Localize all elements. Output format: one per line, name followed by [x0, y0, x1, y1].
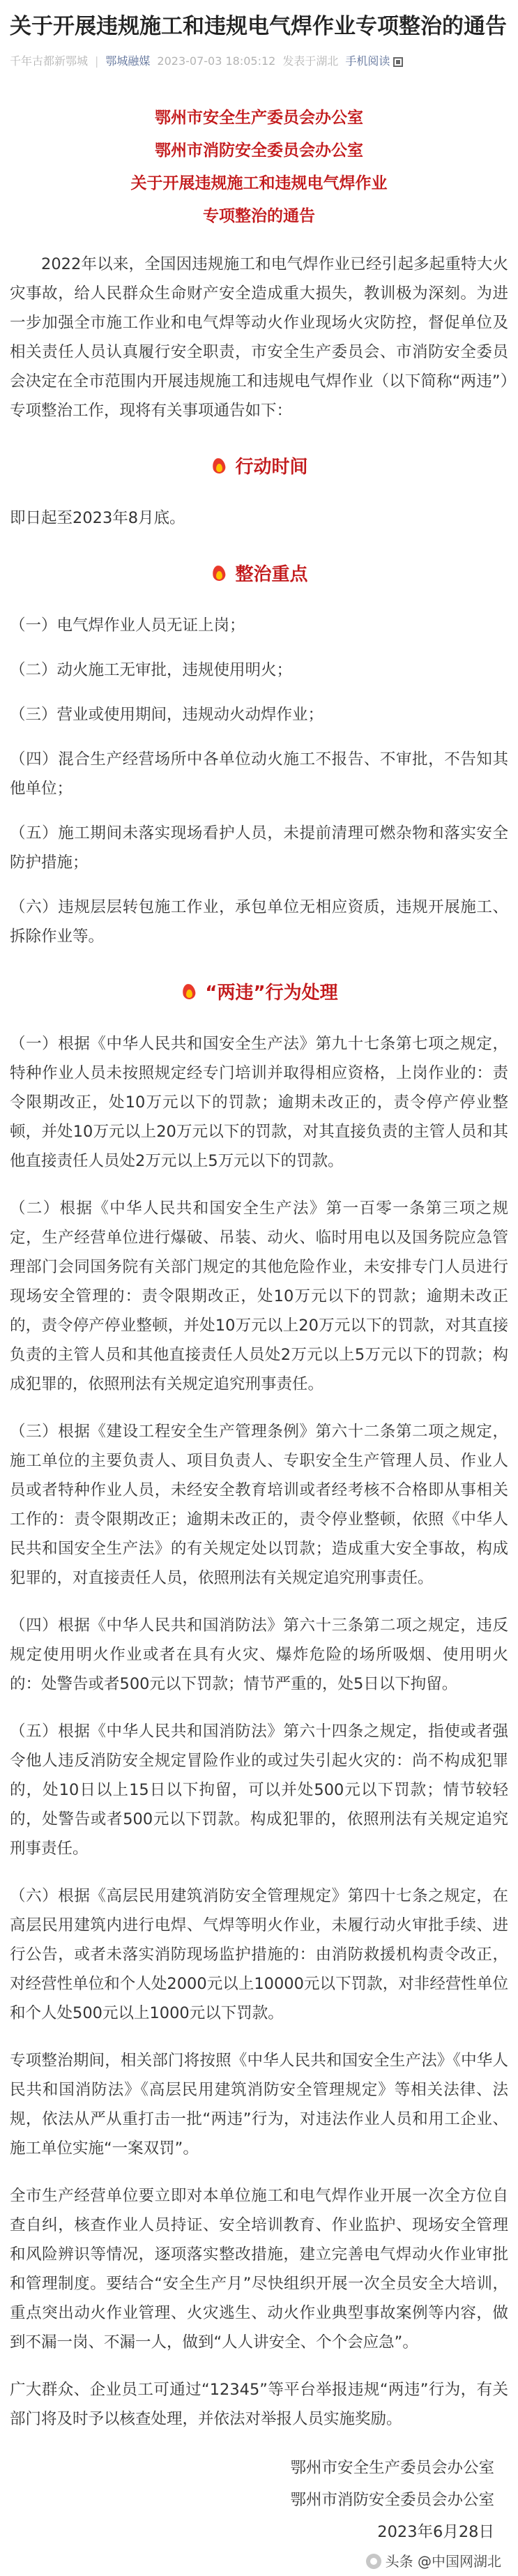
focus-item: （五）施工期间未落实现场看护人员，未提前清理可燃杂物和落实安全防护措施； — [10, 824, 508, 872]
penalty-clause: （一）根据《中华人民共和国安全生产法》第九十七条第七项之规定，特种作业人员未按照规定经专门培训并取得相应资格，上岗作业的：责令限期改正，处10万元以下的罚款；逾期未改正的，责令停产停业整顿，并处10万元以上20万元以下的罚款，对其直接负责的主管人员和其他直接责任人员处2万元以上5万元以下的罚款。 — [10, 1035, 508, 1170]
read-on-phone-link[interactable] — [345, 52, 403, 71]
meta-source: 千年古都新鄂城 — [10, 54, 89, 68]
flame-icon — [210, 457, 228, 478]
penalty-clause: （四）根据《中华人民共和国消防法》第六十三条第二项之规定，违反规定使用明火作业或者在具有火灾、爆炸危险的场所吸烟、使用明火的：处警告或者500元以下罚款；情节严重的，处5日以下拘留。 — [10, 1616, 508, 1693]
heading-line-2: 鄂州市消防安全委员会办公室 — [155, 142, 363, 160]
meta-datetime: 2023-07-03 18:05:12 — [157, 54, 276, 68]
watermark-text: 头条 @中国网湖北 — [385, 2553, 501, 2570]
intro-paragraph: 2022年以来，全国因违规施工和电气焊作业已经引起多起重特大火灾事故，给人民群众生命财产安全造成重大损失，教训极为深刻。为进一步加强全市施工作业和电气焊等动火作业现场火灾防控，督促单位及相关责任人员认真履行安全职责，市安全生产委员会、市消防安全委员会决定在全市范围内开展违规施工和违规电气焊作业（以下简称“两违”）专项整治工作，现将有关事项通告如下： — [10, 255, 508, 420]
penalty-clause: （五）根据《中华人民共和国消防法》第六十四条之规定，指使或者强令他人违反消防安全规定冒险作业的或过失引起火灾的：尚不构成犯罪的，处10日以上15日以下拘留，可以并处500元以下罚款；情节较轻的，处警告或者500元以下罚款。构成犯罪的，依照刑法有关规定追究刑事责任。 — [10, 1722, 508, 1858]
focus-item: （二）动火施工无审批，违规使用明火； — [10, 661, 293, 679]
heading-line-3: 关于开展违规施工和违规电气焊作业 — [130, 174, 388, 192]
signature-org-1: 鄂州市安全生产委员会办公室 — [290, 2459, 494, 2477]
penalty-clause: （二）根据《中华人民共和国安全生产法》第一百零一条第三项之规定，生产经营单位进行爆破、吊装、动火、临时用电以及国务院应急管理部门会同国务院有关部门规定的其他危险作业，未安排专门人员进行现场安全管理的：责令限期改正，处10万元以下的罚款；逾期未改正的，责令停产停业整顿，并处10万元以上20万元以下的罚款，对其直接负责的主管人员和其他直接责任人员处2万元以上5万元以下的罚款；构成犯罪的，依照刑法有关规定追究刑事责任。 — [10, 1199, 508, 1393]
focus-item: （六）违规层层转包施工作业，承包单位无相应资质，违规开展施工、拆除作业等。 — [10, 898, 508, 946]
penalty-clause: （三）根据《建设工程安全生产管理条例》第六十二条第二项之规定，施工单位的主要负责人、项目负责人、专职安全生产管理人员、作业人员或者特种作业人员，未经安全教育培训或者经考核不合格即从事相关工作的：责令限期改正；逾期未改正的，责令停业整顿，依照《中华人民共和国安全生产法》的有关规定处以罚款；造成重大安全事故，构成犯罪的，对直接责任人员，依照刑法有关规定追究刑事责任。 — [10, 1423, 508, 1587]
heading-line-4: 专项整治的通告 — [203, 207, 315, 225]
watermark — [366, 2551, 501, 2572]
section-title-focus-text: 整治重点 — [235, 564, 308, 585]
focus-item: （四）混合生产经营场所中各单位动火施工不报告、不审批，不告知其他单位； — [10, 750, 508, 798]
read-on-phone-label: 手机阅读 — [345, 54, 390, 68]
time-paragraph: 即日起至2023年8月底。 — [10, 509, 185, 527]
notice-heading — [10, 74, 508, 233]
toutiao-logo-icon — [366, 2554, 381, 2569]
signature-org-2: 鄂州市消防安全委员会办公室 — [290, 2491, 494, 2509]
meta-location: 发表于湖北 — [282, 54, 339, 68]
focus-item: （一）电气焊作业人员无证上岗； — [10, 616, 245, 635]
signature-date: 2023年6月28日 — [377, 2523, 494, 2541]
section-title-time-text: 行动时间 — [235, 457, 308, 478]
section-title-time — [10, 446, 508, 488]
section-title-focus — [10, 554, 508, 596]
closing-paragraph: 专项整治期间，相关部门将按照《中华人民共和国安全生产法》《中华人民共和国消防法》《高层民用建筑消防安全管理规定》等相关法律、法规，依法从严从重打击一批“两违”行为，对违法作业人员和用工企业、施工单位实施“一案双罚”。 — [10, 2052, 508, 2158]
meta-divider: | — [95, 54, 99, 68]
focus-item: （三）营业或使用期间，违规动火动焊作业； — [10, 706, 324, 724]
section-title-penalty — [10, 972, 508, 1014]
penalty-clause: （六）根据《高层民用建筑消防安全管理规定》第四十七条之规定，在高层民用建筑内进行电焊、气焊等明火作业，未履行动火审批手续、进行公告，或者未落实消防现场监护措施的：由消防救援机构责令改正，对经营性单位和个人处2000元以上10000元以下罚款，对非经营性单位和个人处500元以上1000元以下罚款。 — [10, 1887, 508, 2022]
closing-paragraph: 广大群众、企业员工可通过“12345”等平台举报违规“两违”行为，有关部门将及时予以核查处理，并依法对举报人员实施奖励。 — [10, 2381, 508, 2428]
meta-author-link[interactable]: 鄂城融媒 — [105, 54, 151, 68]
flame-icon — [180, 983, 198, 1003]
section-title-penalty-text: “两违”行为处理 — [205, 983, 338, 1003]
qr-code-icon — [393, 57, 403, 67]
flame-icon — [210, 564, 228, 585]
heading-line-1: 鄂州市安全生产委员会办公室 — [155, 109, 363, 127]
article-meta — [10, 43, 508, 74]
closing-paragraph: 全市生产经营单位要立即对本单位施工和电气焊作业开展一次全方位自查自纠，核查作业人员持证、安全培训教育、作业监护、现场安全管理和风险辨识等情况，逐项落实整改措施，建立完善电气焊动火作业审批和管理制度。要结合“安全生产月”尽快组织开展一次全员安全大培训，重点突出动火作业管理、火灾逃生、动火作业典型事故案例等内容，做到不漏一岗、不漏一人，做到“人人讲安全、个个会应急”。 — [10, 2187, 508, 2351]
article-title: 关于开展违规施工和违规电气焊作业专项整治的通告 — [10, 14, 507, 39]
